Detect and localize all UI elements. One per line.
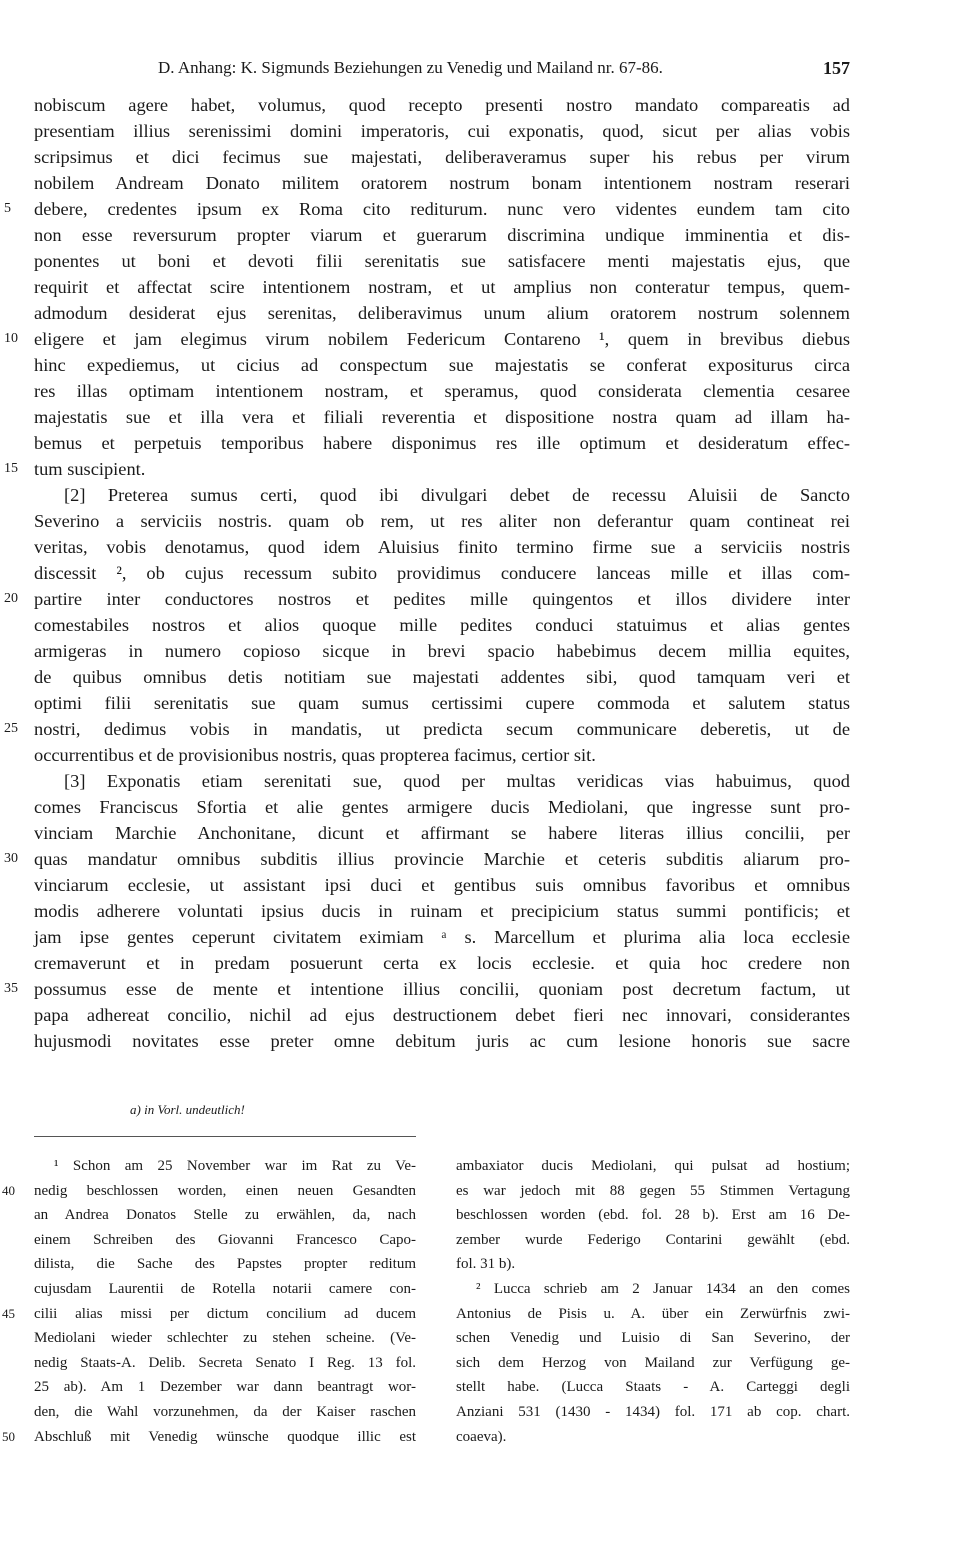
text-line — [34, 1375, 416, 1400]
text-line — [456, 1203, 850, 1228]
line-text: stellt habe. (Lucca Staats - A. Carteggi degli — [456, 1379, 850, 1396]
line-text: cujusdam Laurentii de Rotella notarii camere con- — [34, 1280, 416, 1297]
text-line — [456, 1302, 850, 1327]
line-number: 50 — [2, 1428, 15, 1444]
text-line — [4, 586, 850, 612]
line-text: discessit ², ob cujus recessum subito providimus conducere lanceas mille et illas com- — [34, 563, 850, 583]
text-line — [456, 1400, 850, 1425]
line-text: Antonius de Pisis u. A. über ein Zerwürfnis zwi- — [456, 1305, 850, 1322]
text-line — [2, 1302, 416, 1327]
text-line — [4, 456, 850, 482]
line-number: 25 — [4, 721, 18, 736]
line-text: scripsimus et dici fecimus sue majestati, deliberaveramus super his rebus per virum — [34, 147, 850, 167]
line-number: 35 — [4, 981, 18, 996]
line-text: nobilem Andream Donato militem oratorem nostrum bonam intentionem nostram reserari — [34, 173, 850, 193]
line-number: 20 — [4, 591, 18, 606]
text-line — [34, 508, 850, 534]
text-line — [34, 794, 850, 820]
text-line — [34, 482, 850, 508]
text-line — [34, 872, 850, 898]
text-line — [34, 742, 850, 768]
text-line — [34, 300, 850, 326]
text-line — [34, 534, 850, 560]
text-line — [456, 1179, 850, 1204]
text-line — [34, 1400, 416, 1425]
line-text: presentiam illius serenissimi domini imperatoris, cui exponatis, quod, sicut per alias vobis — [34, 121, 850, 141]
variant-note: a) in Vorl. undeutlich! — [130, 1102, 245, 1117]
line-text: debere, credentes ipsum ex Roma cito rediturum. nunc vero videntes eundem tam cito — [34, 199, 850, 219]
text-line — [456, 1351, 850, 1376]
line-text: nedig beschlossen worden, einen neuen Gesandten — [34, 1182, 416, 1199]
line-text: es war jedoch mit 88 gegen 55 Stimmen Vertagung — [456, 1182, 850, 1199]
line-text: optimi filii serenitatis sue quam sumus certissimi cupere commoda et salutem status — [34, 693, 850, 713]
line-number: 15 — [4, 461, 18, 476]
line-text: majestatis sue et illa vera et filiali reverentia et dispositione nostra quam ad illam ha- — [34, 407, 850, 427]
text-line — [456, 1154, 850, 1179]
text-line — [34, 1154, 416, 1179]
text-line — [34, 118, 850, 144]
text-line — [456, 1375, 850, 1400]
footnotes-right-column — [456, 1154, 850, 1449]
line-text: [2] Preterea sumus certi, quod ibi divulgari debet de recessu Aluisii de Sancto — [64, 485, 850, 505]
line-text: fol. 31 b). — [456, 1256, 516, 1273]
line-number: 40 — [2, 1182, 15, 1198]
line-text: 25 ab). Am 1 Dezember war dann beantragt wor- — [34, 1379, 416, 1396]
text-line — [456, 1228, 850, 1253]
text-line — [34, 404, 850, 430]
text-line — [34, 1326, 416, 1351]
text-line — [34, 924, 850, 950]
line-text: quas mandatur omnibus subditis illius provincie Marchie et ceteris subditis aliarum pro- — [34, 849, 850, 869]
line-text: vinciarum ecclesie, ut assistant ipsi duci et gentibus suis omnibus favoribus et omnibus — [34, 875, 850, 895]
line-text: occurrentibus et de provisionibus nostris, quas propterea facimus, certior sit. — [34, 745, 596, 765]
text-line — [34, 1228, 416, 1253]
line-text: nostri, dedimus vobis in mandatis, ut predicta secum communicare deberetis, ut de — [34, 719, 850, 739]
text-line — [456, 1326, 850, 1351]
text-line — [456, 1425, 850, 1450]
main-text — [4, 92, 850, 1054]
line-number: 30 — [4, 851, 18, 866]
line-text: de quibus omnibus detis notitiam sue majestati addentes sibi, quod tamquam veri et — [34, 667, 850, 687]
text-line — [34, 638, 850, 664]
footnotes-left-column — [2, 1154, 416, 1449]
text-line — [34, 1277, 416, 1302]
line-text: den, die Wahl vorzunehmen, da der Kaiser raschen — [34, 1403, 416, 1420]
line-text: armigeras in numero copioso sicque in brevi spacio habebimus decem millia equites, — [34, 641, 850, 661]
line-text: dilista, die Sache des Papstes propter reditum — [34, 1256, 416, 1273]
text-line — [34, 950, 850, 976]
line-text: eligere et jam elegimus virum nobilem Federicum Contareno ¹, quem in brevibus diebus — [34, 329, 850, 349]
text-line — [34, 820, 850, 846]
line-text: ambaxiator ducis Mediolani, qui pulsat ad hostium; — [456, 1158, 850, 1174]
line-text: jam ipse gentes ceperunt civitatem eximiam ᵃ s. Marcellum et plurima alia loca ecclesie — [34, 927, 850, 947]
line-text: ¹ Schon am 25 November war im Rat zu Ve- — [54, 1158, 416, 1174]
line-text: coaeva). — [456, 1428, 507, 1445]
line-text: ² Lucca schrieb am 2 Januar 1434 an den comes — [476, 1280, 850, 1297]
line-text: Abschluß mit Venedig wünsche quodque illic est — [34, 1428, 416, 1445]
line-text: beschlossen worden (ebd. fol. 28 b). Erst am 16 De- — [456, 1207, 850, 1224]
text-line — [34, 664, 850, 690]
text-line — [34, 430, 850, 456]
line-text: zember wurde Federigo Contarini gewählt (ebd. — [456, 1231, 850, 1248]
line-text: bemus et perpetuis temporibus habere disponimus res ille optimum et desideratum effec- — [34, 433, 850, 453]
line-text: requirit et affectat scire intentionem nostram, et ut amplius non conteratur tempus, quem- — [34, 277, 850, 297]
text-line — [34, 1252, 416, 1277]
line-text: schen Venedig und Luisio di San Severino, der — [456, 1330, 850, 1347]
line-text: an Andrea Donatos Stelle zu erwählen, da, nach — [34, 1207, 416, 1224]
text-line — [34, 170, 850, 196]
text-line — [34, 768, 850, 794]
line-text: sich dem Herzog von Mailand zur Verfügung ge- — [456, 1354, 850, 1371]
line-number: 10 — [4, 331, 18, 346]
text-line — [34, 144, 850, 170]
line-number: 5 — [4, 201, 11, 216]
line-text: Anziani 531 (1430 - 1434) fol. 171 ab cop. chart. — [456, 1403, 850, 1420]
line-text: Mediolani wieder schlechter zu stehen scheine. (Ve- — [34, 1330, 416, 1347]
line-text: comestabiles nostros et alios quoque mille pedites conduci statuimus et alias gentes — [34, 615, 850, 635]
text-line — [34, 560, 850, 586]
line-text: Severino a serviciis nostris. quam ob rem, ut res aliter non deferantur quam contineat rei — [34, 511, 850, 531]
line-text: nobiscum agere habet, volumus, quod recepto presenti nostro mandato compareatis ad — [34, 95, 850, 115]
text-line — [34, 222, 850, 248]
text-line — [34, 92, 850, 118]
text-line — [2, 1425, 416, 1450]
line-text: einem Schreiben des Giovanni Francesco Capo- — [34, 1231, 416, 1248]
text-line — [34, 1002, 850, 1028]
text-line — [34, 1028, 850, 1054]
text-line — [34, 352, 850, 378]
line-text: comes Franciscus Sfortia et alie gentes armigere ducis Mediolani, que ingresse sunt pro- — [34, 797, 850, 817]
text-line — [4, 196, 850, 222]
page-number: 157 — [823, 58, 850, 78]
text-line — [34, 274, 850, 300]
text-line — [34, 898, 850, 924]
line-text: vinciam Marchie Anchonitane, dicunt et affirmant se habere literas illius concilii, per — [34, 823, 850, 843]
line-text: nedig Staats-A. Delib. Secreta Senato I Reg. 13 fol. — [34, 1354, 416, 1371]
text-line — [2, 1179, 416, 1204]
line-text: hujusmodi novitates esse preter omne debitum juris ac cum lesione honoris sue sacre — [34, 1031, 850, 1051]
text-line — [4, 976, 850, 1002]
line-number: 45 — [2, 1305, 15, 1321]
text-line — [34, 690, 850, 716]
line-text: [3] Exponatis etiam serenitati sue, quod per multas veridicas vias habuimus, quod — [64, 771, 850, 791]
text-line — [34, 248, 850, 274]
text-line — [34, 1351, 416, 1376]
line-text: res illas optimam intentionem nostram, et speramus, quod considerata clementia cesaree — [34, 381, 850, 401]
line-text: non esse reversurum propter viarum et guerarum discrimina undique imminentia et dis- — [34, 225, 850, 245]
line-text: veritas, vobis denotamus, quod idem Aluisius finito termino firme sue a serviciis nostris — [34, 537, 850, 557]
text-line — [4, 846, 850, 872]
running-title: D. Anhang: K. Sigmunds Beziehungen zu Venedig und Mailand nr. 67-86. — [158, 58, 663, 77]
line-text: hinc expediemus, ut cicius ad conspectum sue majestatis se conferat expositurus circa — [34, 355, 850, 375]
text-line — [34, 378, 850, 404]
text-line — [34, 612, 850, 638]
line-text: ponentes ut boni et devoti filii serenitatis sue satisfacere menti majestatis ejus, que — [34, 251, 850, 271]
line-text: possumus esse de mente et intentione illius concilii, quoniam post decretum factum, ut — [34, 979, 850, 999]
line-text: partire inter conductores nostros et pedites mille quingentos et illos dividere inter — [34, 589, 850, 609]
line-text: cilii alias missi per dictum concilium ad ducem — [34, 1305, 416, 1322]
line-text: modis adherere voluntati ipsius ducis in ruinam et precipicium status summi pontificis; et — [34, 901, 850, 921]
line-text: papa adhereat concilio, nichil ad ejus destructionem debet fieri nec innovari, considerantes — [34, 1005, 850, 1025]
line-text: admodum desiderat ejus serenitas, deliberavimus unum alium oratorem nostrum solennem — [34, 303, 850, 323]
text-line — [456, 1277, 850, 1302]
text-line — [456, 1252, 850, 1277]
text-line — [34, 1203, 416, 1228]
footnote-rule — [34, 1136, 416, 1137]
line-text: cremaverunt et in predam posuerunt certa ex locis ecclesie. et quia hoc credere non — [34, 953, 850, 973]
text-line — [4, 716, 850, 742]
line-text: tum suscipient. — [34, 459, 146, 479]
text-line — [4, 326, 850, 352]
